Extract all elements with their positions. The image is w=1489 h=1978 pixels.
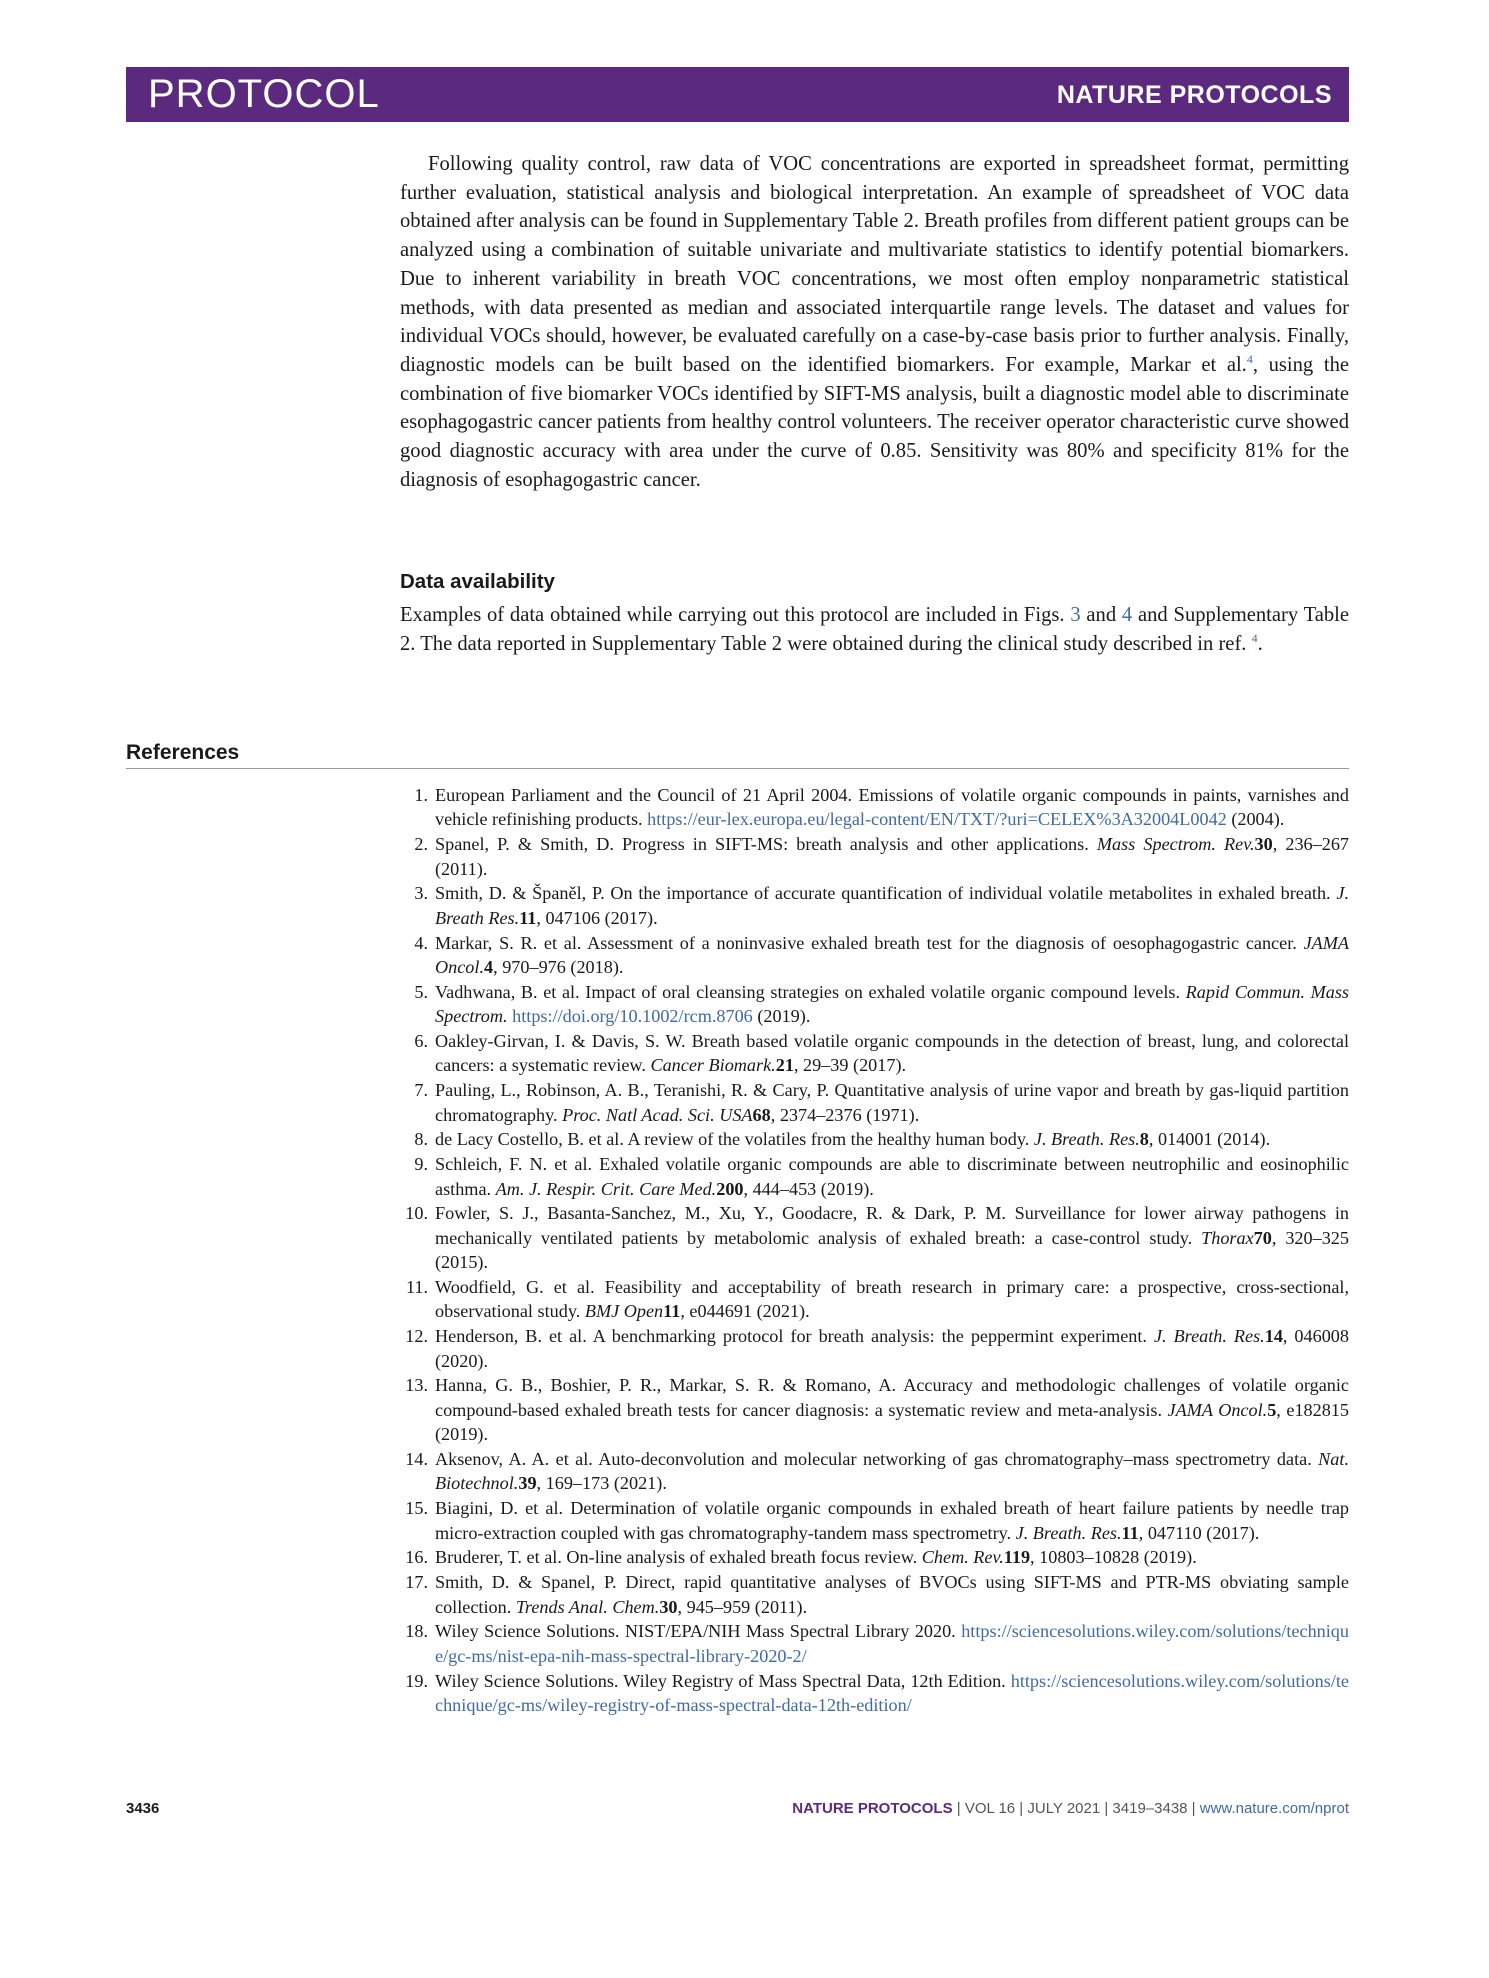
reference-number: 3. [414,883,428,904]
reference-list [400,783,1349,1718]
availability-text: Examples of data obtained while carrying out this protocol are included in Figs. [400,604,1065,626]
reference-link[interactable]: https://sciencesolutions.wiley.com/solutions/technique/gc-ms/nist-epa-nih-mass-spectral-library-2020-2/ [435,1621,1349,1666]
reference-item [400,783,1349,832]
citation-link[interactable]: 4 [1251,630,1258,645]
reference-journal: JAMA Oncol. [1167,1399,1268,1420]
reference-text: European Parliament and the Council of 21 April 2004. Emissions of volatile organic compounds in paints, varnishes and vehicle refinishing products. [435,785,1349,830]
reference-journal: Mass Spectrom. Rev. [1096,834,1255,855]
reference-number: 2. [414,834,428,855]
figure-link[interactable]: 4 [1121,604,1133,626]
reference-pages: , 047110 (2017). [1138,1522,1260,1543]
reference-journal: BMJ Open [584,1301,664,1322]
reference-volume: 70 [1253,1227,1272,1248]
reference-item [400,1029,1349,1078]
reference-number: 12. [405,1326,428,1347]
reference-item [400,1570,1349,1619]
reference-item [400,1447,1349,1496]
reference-item [400,1669,1349,1718]
reference-pages: , 2374–2376 (1971). [770,1104,920,1125]
reference-pages: , 014001 (2014). [1148,1129,1271,1150]
reference-number: 19. [405,1670,428,1691]
reference-pages: , e044691 (2021). [680,1301,810,1322]
reference-link[interactable]: https://sciencesolutions.wiley.com/solutions/technique/gc-ms/wiley-registry-of-mass-spectral-data-12th-edition/ [435,1670,1350,1716]
reference-volume: 68 [752,1104,771,1125]
reference-number: 13. [405,1375,428,1396]
reference-volume: 8 [1139,1129,1149,1150]
reference-journal: J. Breath. Res. [1153,1326,1265,1347]
reference-journal: Chem. Rev. [921,1547,1004,1568]
reference-pages: , 169–173 (2021). [536,1473,667,1494]
reference-item [400,1373,1349,1446]
reference-text: Oakley-Girvan, I. & Davis, S. W. Breath based volatile organic compounds in the detection of breast, lung, and colorectal cancers: a systematic review. [435,1031,1349,1076]
reference-text: Spanel, P. & Smith, D. Progress in SIFT-MS: breath analysis and other applications. [435,834,1089,855]
reference-pages: , 046008 (2020). [435,1326,1349,1371]
reference-item [400,1275,1349,1324]
reference-item [400,1201,1349,1274]
reference-volume: 14 [1264,1326,1283,1347]
reference-journal: Nat. Biotechnol. [435,1449,1349,1494]
reference-journal: J. Breath. Res. [1033,1129,1140,1150]
reference-pages: , e182815 (2019). [435,1399,1350,1445]
reference-pages: , 320–325 (2015). [435,1227,1349,1273]
reference-volume: 200 [716,1178,744,1199]
reference-journal: Am. J. Respir. Crit. Care Med. [495,1178,717,1199]
figure-link[interactable]: 3 [1070,604,1081,626]
reference-volume: 30 [659,1596,678,1617]
reference-journal: JAMA Oncol. [435,932,1350,978]
data-availability-paragraph [400,601,1349,658]
reference-text: Biagini, D. et al. Determination of volatile organic compounds in exhaled breath of heart failure patients by needle trap micro-extraction coupled with gas chromatography-tandem mass spectrometry. [435,1498,1349,1543]
reference-number: 11. [405,1277,428,1298]
reference-item [400,832,1349,881]
data-availability-heading: Data availability [400,570,555,593]
reference-item [400,1496,1349,1545]
reference-number: 16. [405,1547,428,1568]
reference-text: Wiley Science Solutions. Wiley Registry of Mass Spectral Data, 12th Edition. [435,1670,1006,1691]
reference-text: Henderson, B. et al. A benchmarking protocol for breath analysis: the peppermint experiment. [435,1326,1147,1347]
reference-pages: , 970–976 (2018). [493,957,624,978]
reference-pages: , 945–959 (2011). [677,1596,808,1617]
reference-item [400,1545,1349,1569]
reference-link[interactable]: https://doi.org/10.1002/rcm.8706 [512,1006,753,1027]
reference-pages: , 10803–10828 (2019). [1030,1547,1197,1568]
reference-number: 17. [405,1572,428,1593]
journal-name: NATURE PROTOCOLS [1056,81,1332,109]
reference-pages: , 444–453 (2019). [743,1178,874,1199]
reference-number: 8. [414,1129,428,1150]
reference-number: 1. [414,785,428,805]
reference-volume: 30 [1254,834,1273,855]
reference-pages: , 29–39 (2017). [793,1055,907,1076]
references-divider [126,768,1349,769]
reference-text: Fowler, S. J., Basanta-Sanchez, M., Xu, Y., Goodacre, R. & Dark, P. M. Surveillance for lower airway pathogens in mechanically ventilated patients by metabolomic analysis of exhaled breath: a case-control study. [435,1203,1349,1248]
reference-number: 9. [414,1154,428,1175]
reference-journal: Proc. Natl Acad. Sci. USA [562,1104,753,1125]
reference-journal: Cancer Biomark. [650,1055,776,1076]
page-number: 3436 [126,1800,160,1817]
footer-volume-info: | VOL 16 | JULY 2021 | 3419–3438 | [956,1800,1196,1817]
reference-text: Smith, D. & Spanel, P. Direct, rapid quantitative analyses of BVOCs using SIFT-MS and PTR-MS obviating sample collection. [435,1572,1349,1617]
reference-tail: (2004). [1231,809,1285,830]
reference-text: Aksenov, A. A. et al. Auto-deconvolution and molecular networking of gas chromatography–mass spectrometry data. [435,1449,1312,1470]
reference-item [400,1152,1349,1201]
footer-journal: NATURE PROTOCOLS [792,1800,953,1817]
reference-number: 7. [414,1080,428,1101]
reference-volume: 119 [1003,1547,1031,1568]
reference-text: Smith, D. & Španěl, P. On the importance of accurate quantification of individual volatile metabolites in exhaled breath. [435,883,1331,904]
reference-text: Schleich, F. N. et al. Exhaled volatile organic compounds are able to discriminate between neutrophilic and eosinophilic asthma. [435,1154,1349,1199]
reference-item [400,1324,1349,1373]
reference-item [400,1127,1349,1151]
reference-text: de Lacy Costello, B. et al. A review of the volatiles from the healthy human body. [435,1129,1030,1150]
citation-link[interactable]: 4 [1246,351,1253,366]
intro-text: Following quality control, raw data of VOC concentrations are exported in spreadsheet format, permitting further evaluation, statistical analysis and biological interpretation. An example of spreadsheet of VOC data obtained after analysis can be found in Supplementary Table 2. Breath profiles from different patient groups can be analyzed using a combination of suitable univariate and multivariate statistics to identify potential biomarkers. Due to inherent variability in breath VOC concentrations, we most often employ nonparametric statistical methods, with data presented as median and associated interquartile range levels. The dataset and values for individual VOCs should, however, be evaluated carefully on a case-by-case basis prior to further analysis. Finally, diagnostic models can be built based on the identified biomarkers. For example, Markar et al. [400,153,1349,376]
reference-number: 15. [405,1498,428,1519]
intro-text-continued: , using the combination of five biomarker VOCs identified by SIFT-MS analysis, built a diagnostic model able to discriminate esophagogastric cancer patients from healthy control volunteers. The receiver operator characteristic curve showed good diagnostic accuracy with area under the curve of 0.85. Sensitivity was 80% and specificity 81% for the diagnosis of esophagogastric cancer. [400,353,1350,491]
availability-period: . [1257,632,1263,655]
reference-pages: , 236–267 (2011). [435,834,1350,879]
reference-item [400,980,1349,1029]
reference-item [400,1078,1349,1127]
reference-text: Hanna, G. B., Boshier, P. R., Markar, S. R. & Romano, A. Accuracy and methodologic challenges of volatile organic compound-based exhaled breath tests for cancer diagnosis: a systematic review and meta-analysis. [435,1375,1349,1420]
reference-journal: Rapid Commun. Mass Spectrom. [435,981,1349,1027]
footer-citation [792,1800,1349,1817]
reference-text: Wiley Science Solutions. NIST/EPA/NIH Mass Spectral Library 2020. [435,1621,956,1642]
reference-volume: 39 [518,1473,537,1494]
reference-number: 5. [414,981,428,1002]
reference-number: 10. [405,1203,428,1224]
reference-volume: 11 [519,907,537,928]
reference-volume: 11 [663,1301,681,1322]
intro-paragraph [400,150,1349,494]
reference-number: 6. [414,1031,428,1052]
reference-link[interactable]: https://eur-lex.europa.eu/legal-content/EN/TXT/?uri=CELEX%3A32004L0042 [647,809,1227,830]
reference-text: Markar, S. R. et al. Assessment of a noninvasive exhaled breath test for the diagnosis of oesophagogastric cancer. [435,932,1297,953]
reference-journal: Thorax [1201,1227,1254,1248]
reference-text: Bruderer, T. et al. On-line analysis of exhaled breath focus review. [435,1547,918,1568]
reference-journal: Trends Anal. Chem. [515,1596,660,1617]
reference-item [400,931,1349,980]
reference-volume: 11 [1121,1522,1139,1543]
reference-text: Vadhwana, B. et al. Impact of oral cleansing strategies on exhaled volatile organic compound levels. [435,981,1181,1002]
footer-url-link[interactable]: www.nature.com/nprot [1199,1800,1349,1817]
reference-text: Woodfield, G. et al. Feasibility and acceptability of breath research in primary care: a prospective, cross-sectional, observational study. [435,1277,1349,1322]
section-label: PROTOCOL [148,72,380,116]
reference-tail: (2019). [757,1006,811,1027]
reference-number: 14. [405,1449,428,1470]
reference-volume: 21 [775,1055,794,1076]
reference-item [400,1619,1349,1668]
reference-volume: 5 [1267,1399,1277,1420]
reference-number: 4. [414,932,428,953]
references-heading: References [126,741,240,764]
reference-pages: , 047106 (2017). [536,907,658,928]
availability-and: and [1086,604,1117,626]
reference-journal: J. Breath Res. [435,883,1349,928]
reference-volume: 4 [484,957,494,978]
reference-journal: J. Breath. Res. [1015,1522,1122,1543]
reference-number: 18. [405,1621,428,1642]
availability-text-continued: and Supplementary Table 2. The data reported in Supplementary Table 2 were obtained during the clinical study described in ref. [400,604,1350,655]
reference-text: Pauling, L., Robinson, A. B., Teranishi, R. & Cary, P. Quantitative analysis of urine vapor and breath by gas-liquid partition chromatography. [435,1080,1349,1125]
header-bar [126,67,1349,122]
reference-item [400,881,1349,930]
